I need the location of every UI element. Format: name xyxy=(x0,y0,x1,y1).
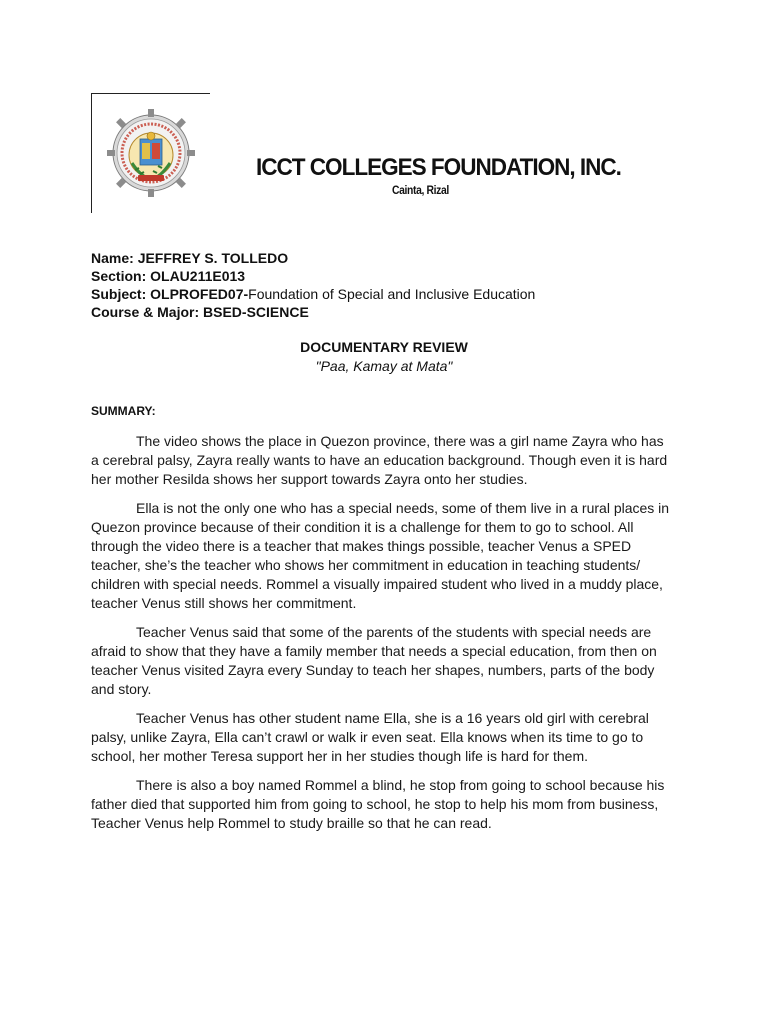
institution-location: Cainta, Rizal xyxy=(392,185,449,197)
name-value: JEFFREY S. TOLLEDO xyxy=(137,250,289,266)
summary-paragraph: There is also a boy named Rommel a blind, he stop from going to school because his father died that supported him from going to school, he stop to help his mom from business, Teacher Venus help Rommel to study braille so that he can read. xyxy=(91,777,665,831)
logo-frame xyxy=(91,93,210,213)
summary-paragraph: Teacher Venus has other student name Ella, she is a 16 years old girl with cerebral palsy, unlike Zayra, Ella can’t crawl or walk ir even seat. Ella knows when its time to go to school, her mother Teresa support her in her studies though life is hard for them. xyxy=(91,710,649,764)
course-row xyxy=(91,303,535,321)
subject-label: Subject: xyxy=(91,286,147,302)
school-seal-logo xyxy=(102,103,200,203)
student-info xyxy=(91,249,535,321)
summary-paragraph: The video shows the place in Quezon province, there was a girl name Zayra who has a cerebral palsy, Zayra really wants to have an education background. Though even it is hard her mother Resilda shows her support towards Zayra onto her studies. xyxy=(91,433,668,487)
name-label: Name: xyxy=(91,250,134,266)
summary-paragraph: Ella is not the only one who has a special needs, some of them live in a rural places in Quezon province because of their condition it is a challenge for them to go to school. All through the video there is a teacher that makes things possible, teacher Venus a SPED teacher, she’s the teacher who shows her commitment in education in teaching students/ children with special needs. Rommel a visually impaired student who lived in a muddy place, teacher Venus still shows her commitment. xyxy=(91,500,670,611)
section-value: OLAU211E013 xyxy=(150,268,246,284)
section-label: Section: xyxy=(91,268,147,284)
summary-paragraph: Teacher Venus said that some of the parents of the students with special needs are afraid to show that they have a family member that needs a special education, from then on teacher Venus visited Zayra every Sunday to teach her shapes, numbers, parts of the body and story. xyxy=(91,624,657,697)
subject-row xyxy=(91,285,535,303)
summary-heading: SUMMARY: xyxy=(91,404,156,418)
summary-body xyxy=(91,432,673,843)
section-row xyxy=(91,267,535,285)
document-subtitle: "Paa, Kamay at Mata" xyxy=(315,358,453,374)
name-row xyxy=(91,249,535,267)
institution-name: ICCT COLLEGES FOUNDATION, INC. xyxy=(256,154,621,181)
subject-code: OLPROFED07- xyxy=(150,286,249,302)
course-value: BSED-SCIENCE xyxy=(203,304,309,320)
course-label: Course & Major: xyxy=(91,304,200,320)
subject-value: Foundation of Special and Inclusive Education xyxy=(248,286,536,302)
document-title: DOCUMENTARY REVIEW xyxy=(300,339,468,355)
